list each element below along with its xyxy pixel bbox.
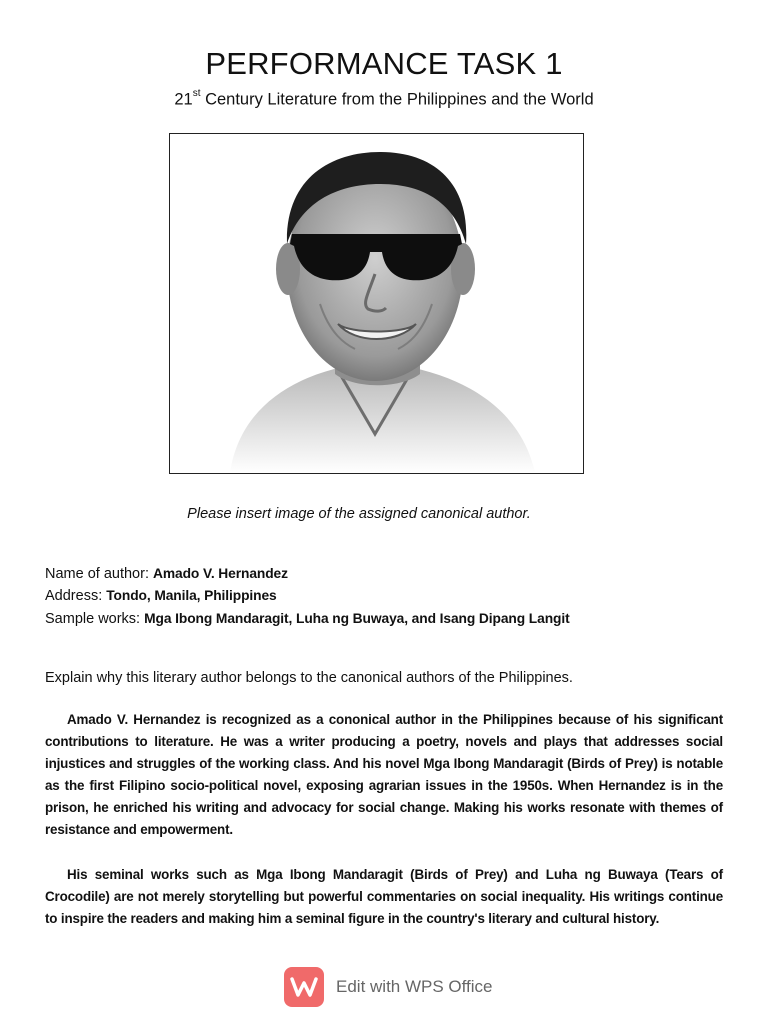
answer-paragraph-1 — [45, 709, 723, 841]
photo-caption: Please insert image of the assigned canonical author. — [187, 506, 531, 522]
answer-paragraph-2 — [45, 864, 723, 930]
edit-with-wps-label: Edit with WPS Office — [336, 977, 493, 996]
wps-logo-icon — [284, 967, 324, 1007]
author-address-value: Tondo, Manila, Philippines — [106, 588, 277, 603]
subtitle-text: Century Literature from the Philippines and the World — [200, 90, 594, 109]
subtitle-ordinal-suffix: st — [192, 88, 201, 99]
author-portrait-image — [170, 134, 583, 473]
author-name-line — [45, 566, 288, 582]
author-works-value: Mga Ibong Mandaragit, Luha ng Buwaya, and Isang Dipang Langit — [144, 611, 570, 626]
author-photo — [169, 133, 584, 474]
answer-paragraph-2-text: His seminal works such as Mga Ibong Mandaragit (Birds of Prey) and Luha ng Buwaya (Tears of Crocodile) are not merely storytelling but powerful commentaries on social inequality. His writings continue to inspire the readers and making him a seminal figure in the country's literary and cultural history. — [45, 867, 723, 926]
author-works-line — [45, 611, 570, 627]
page-subtitle — [0, 90, 768, 110]
author-name-label: Name of author: — [45, 566, 153, 582]
author-address-line — [45, 588, 277, 604]
author-works-label: Sample works: — [45, 611, 145, 627]
author-address-label: Address: — [45, 588, 107, 604]
page-title: PERFORMANCE TASK 1 — [205, 46, 563, 81]
author-name-value: Amado V. Hernandez — [153, 566, 288, 581]
subtitle-ordinal: 21 — [174, 90, 193, 109]
question-prompt: Explain why this literary author belongs to the canonical authors of the Philippines. — [45, 670, 573, 686]
answer-paragraph-1-text: Amado V. Hernandez is recognized as a cononical author in the Philippines because of his significant contributions to literature. He was a writer producing a poetry, novels and plays that addresses social injustices and struggles of the working class. And his novel Mga Ibong Mandaragit (Birds of Prey) is notable as the first Filipino socio-political novel, exposing agrarian issues in the 1950s. When Hernandez is in the prison, he enriched his writing and advocacy for social change. Making his works resonate with themes of resistance and empowerment. — [45, 712, 723, 837]
edit-with-wps-button[interactable] — [284, 965, 493, 1009]
